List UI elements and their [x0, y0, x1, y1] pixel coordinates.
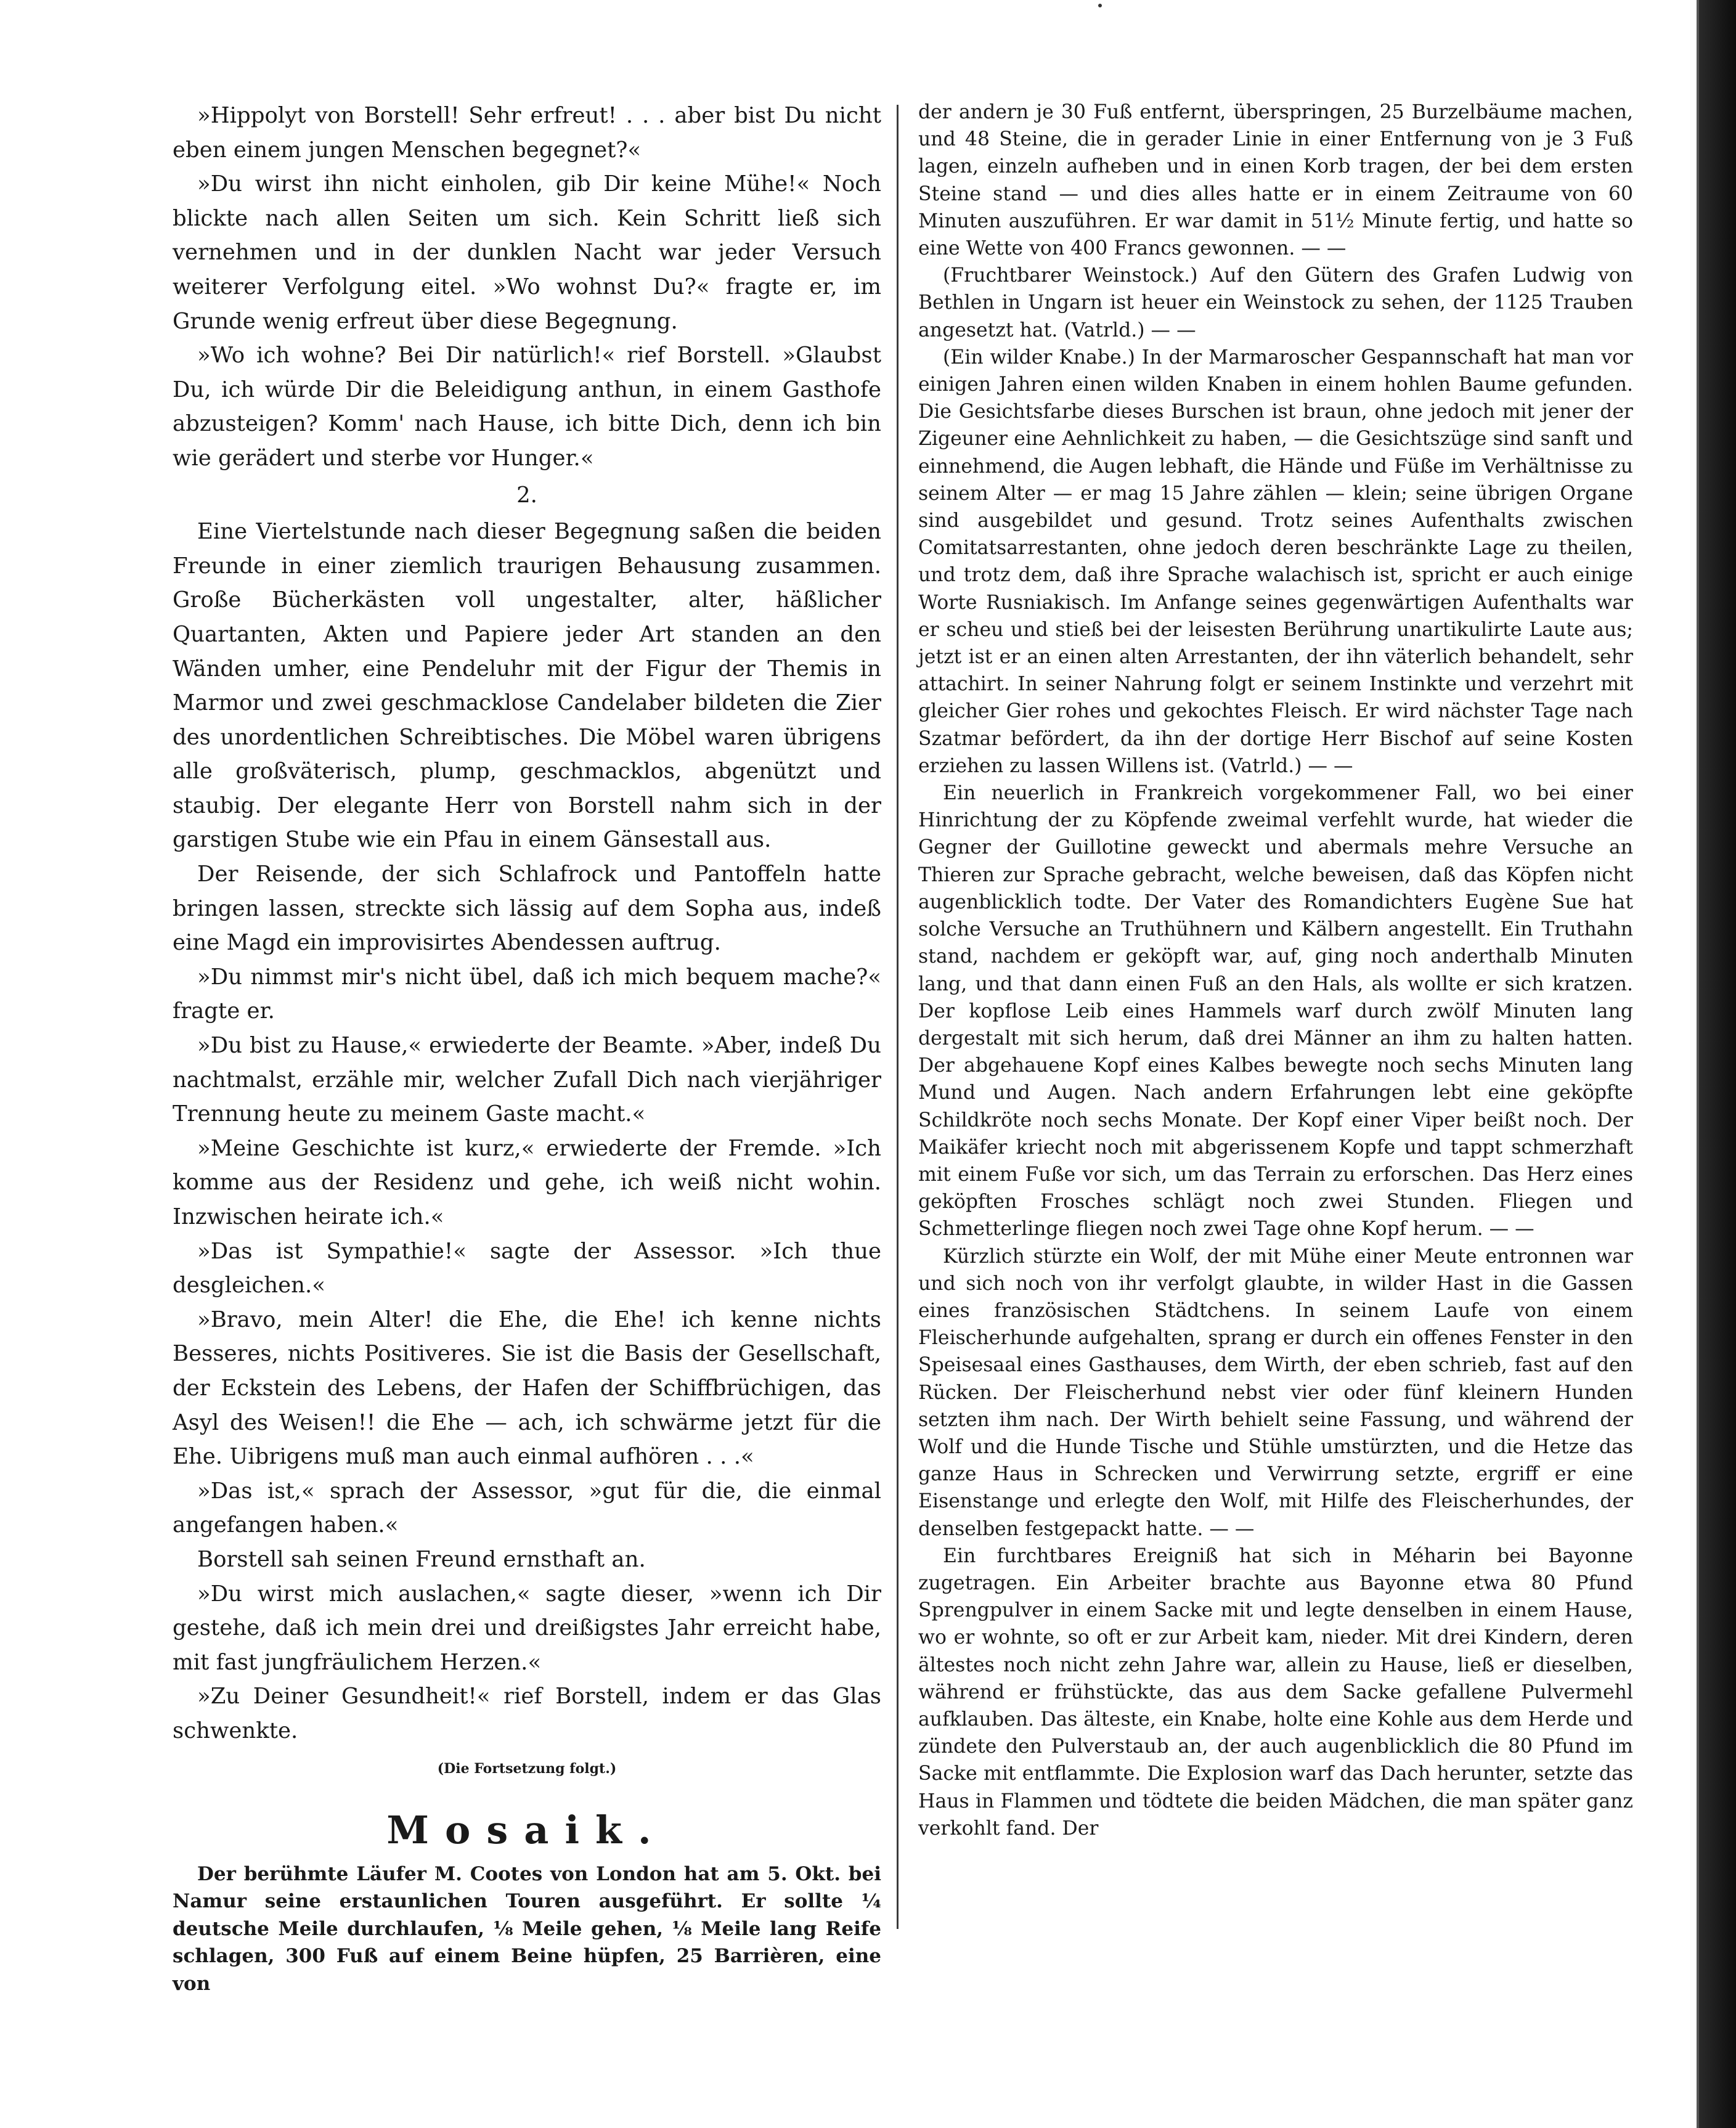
mosaik-paragraph: Kürzlich stürzte ein Wolf, der mit Mühe einer Meute entronnen war und sich noch von ihr verfolgt glaubte, in wilder Hast in die Gassen eines französischen Städtchens. In seinem Laufe von einem Fleischerhunde aufgehalten, sprang er durch ein offenes Fenster in den Speisesaal eines Gasthauses, dem Wirth, der eben schrieb, fast auf den Rücken. Der Fleischerhund nebst vier oder fünf kleinern Hunden setzten ihm nach. Der Wirth behielt seine Fassung, und während der Wolf und die Hunde Tische und Stühle umstürzten, und die Hetze das ganze Haus in Schrecken und Verwirrung setzte, ergriff er eine Eisenstange und erlegte den Wolf, mit Hilfe des Fleischerhundes, der denselben festgepackt hatte. — —: [918, 1245, 1633, 1540]
story-paragraph: »Du bist zu Hause,« erwiederte der Beamte. »Aber, indeß Du nachtmalst, erzähle mir, welcher Zufall Dich nach vierjähriger Trennung heute zu meinem Gaste macht.«: [173, 1033, 881, 1127]
print-speck: [1098, 4, 1102, 7]
story-paragraph: »Meine Geschichte ist kurz,« erwiederte der Fremde. »Ich komme aus der Residenz und gehe, ich weiß nicht wohin. Inzwischen heirate ich.«: [173, 1135, 881, 1229]
story-paragraph: »Wo ich wohne? Bei Dir natürlich!« rief Borstell. »Glaubst Du, ich würde Dir die Beleidigung anthun, in einem Gasthofe abzusteigen? Komm' nach Hause, ich bitte Dich, denn ich bin wie gerädert und sterbe vor Hunger.«: [173, 343, 881, 471]
mosaik-paragraph: (Fruchtbarer Weinstock.) Auf den Gütern des Grafen Ludwig von Bethlen in Ungarn ist heuer ein Weinstock zu sehen, der 1125 Trauben angesetzt hat. (Vatrld.) — —: [918, 264, 1633, 341]
story-paragraph: Eine Viertelstunde nach dieser Begegnung saßen die beiden Freunde in einer ziemlich traurigen Behausung zusammen. Große Bücherkästen voll ungestalter, alter, häßlicher Quartanten, Akten und Papiere jeder Art standen an den Wänden umher, eine Pendeluhr mit der Figur der Themis in Marmor und zwei geschmacklose Candelaber bildeten die Zier des unordentlichen Schreibtisches. Die Möbel waren übrigens alle großväterisch, plump, geschmacklos, abgenützt und staubig. Der elegante Herr von Borstell nahm sich in der garstigen Stube wie ein Pfau in einem Gänsestall aus.: [173, 519, 881, 853]
story-paragraph: Borstell sah seinen Freund ernsthaft an.: [197, 1546, 646, 1572]
story-paragraph: Der Reisende, der sich Schlafrock und Pantoffeln hatte bringen lassen, streckte sich lässig auf dem Sopha aus, indeß eine Magd ein improvisirtes Abendessen auftrug.: [173, 862, 881, 956]
story-paragraph: »Hippolyt von Borstell! Sehr erfreut! . . . aber bist Du nicht eben einem jungen Menschen begegnet?«: [173, 103, 881, 163]
story-paragraph: »Du nimmst mir's nicht übel, daß ich mich bequem mache?« fragte er.: [173, 964, 881, 1024]
story-paragraph: »Das ist Sympathie!« sagte der Assessor. »Ich thue desgleichen.«: [173, 1238, 881, 1298]
mosaik-heading: Mosaik.: [386, 1807, 667, 1853]
story-paragraph: »Du wirst ihn nicht einholen, gib Dir keine Mühe!« Noch blickte nach allen Seiten um sich. Kein Schritt ließ sich vernehmen und in der dunklen Nacht war jeder Versuch weiterer Verfolgung eitel. »Wo wohnst Du?« fragte er, im Grunde wenig erfreut über diese Begegnung.: [173, 171, 881, 334]
left-column: [173, 99, 881, 1997]
right-column: [918, 99, 1633, 1842]
mosaik-paragraph: Ein furchtbares Ereigniß hat sich in Méharin bei Bayonne zugetragen. Ein Arbeiter brachte aus Bayonne etwa 80 Pfund Sprengpulver in einem Sacke mit und legte denselben in einem Hause, wo er wohnte, so oft er zur Arbeit kam, nieder. Mit drei Kindern, deren ältestes noch nicht zehn Jahre war, allein zu Hause, ließ er dieselben, während er frühstückte, das aus dem Sacke gefallene Pulvermehl aufklauben. Das älteste, ein Knabe, holte eine Kohle aus dem Herde und zündete den Pulverstaub an, der auch augenblicklich die 80 Pfund im Sacke mit entflammte. Die Explosion warf das Dach herunter, setzte das Haus in Flammen und tödtete die beiden Mädchen, die man später ganz verkohlt fand. Der: [918, 1544, 1634, 1840]
story-paragraph: »Zu Deiner Gesundheit!« rief Borstell, indem er das Glas schwenkte.: [173, 1684, 881, 1743]
story-paragraph: »Das ist,« sprach der Assessor, »gut für die, die einmal angefangen haben.«: [173, 1478, 881, 1538]
mosaik-paragraph: (Ein wilder Knabe.) In der Marmaroscher Gespannschaft hat man vor einigen Jahren einen wilden Knaben in einem hohlen Baume gefunden. Die Gesichtsfarbe dieses Burschen ist braun, ohne jedoch mit jener der Zigeuner eine Aehnlichkeit zu haben, — die Gesichtszüge sind sanft und einnehmend, die Augen lebhaft, die Hände und Füße im Verhältnisse zu seinem Alter — er mag 15 Jahre zählen — klein; seine übrigen Organe sind ausgebildet und gesund. Trotz seines Aufenthalts zwischen Comitatsarrestanten, ohne jedoch deren beschränkte Lage zu theilen, und trotz dem, daß ihre Sprache walachisch ist, spricht er auch einige Worte Rusniakisch. Im Anfange seines gegenwärtigen Aufenthalts war er scheu und stieß bei der leisesten Berührung unartikulirte Laute aus; jetzt ist er an einen alten Arrestanten, der ihn väterlich behandelt, sehr attachirt. In seiner Nahrung folgt er seinem Instinkte und verzehrt mit gleicher Gier rohes und gekochtes Fleisch. Er wird nächster Tage nach Szatmar befördert, da ihn der dortige Herr Bischof auf seine Kosten erziehen zu lassen Willens ist. (Vatrld.) — —: [918, 346, 1633, 777]
page-edge-dark: [1699, 0, 1736, 2128]
mosaik-paragraph: der andern je 30 Fuß entfernt, überspringen, 25 Burzelbäume machen, und 48 Steine, die in gerader Linie in einer Entfernung von je 3 Fuß lagen, einzeln aufheben und in einen Korb tragen, der bei dem ersten Steine stand — und dies alles hatte er in einem Zeitraume von 60 Minuten auszuführen. Er war damit in 51½ Minute fertig, und hatte so eine Wette von 400 Francs gewonnen. — —: [918, 101, 1633, 260]
continued-note: (Die Fortsetzung folgt.): [437, 1760, 617, 1777]
mosaik-paragraph: Der berühmte Läufer M. Cootes von London hat am 5. Okt. bei Namur seine erstaunlichen Touren ausgeführt. Er sollte ¼ deutsche Meile durchlaufen, ⅛ Meile gehen, ⅛ Meile lang Reife schlagen, 300 Fuß auf einem Beine hüpfen, 25 Barrièren, eine von: [173, 1862, 881, 1995]
mosaik-paragraph: Ein neuerlich in Frankreich vorgekommener Fall, wo bei einer Hinrichtung der zu Köpfende zweimal verfehlt wurde, hat wieder die Gegner der Guillotine geweckt und abermals mehre Versuche an Thieren zur Sprache gebracht, welche beweisen, daß das Köpfen nicht augenblicklich todte. Der Vater des Romandichters Eugène Sue hat solche Versuche an Truthühnern und Kälbern angestellt. Ein Truthahn stand, nachdem er geköpft war, auf, ging noch anderthalb Minuten lang, und that dann einen Fuß an den Hals, als wollte er sich kratzen. Der kopflose Leib eines Hammels warf durch zwölf Minuten lang dergestalt mit sich herum, daß drei Männer an ihm zu halten hatten. Der abgehauene Kopf eines Kalbes bewegte noch sechs Minuten lang Mund und Augen. Nach andern Erfahrungen lebt eine geköpfte Schildkröte noch sechs Monate. Der Kopf einer Viper beißt noch. Der Maikäfer kriecht noch mit abgerissenem Kopfe und tappt schmerzhaft mit einem Fuße vor sich, um das Terrain zu erforschen. Das Herz eines geköpften Frosches schlägt noch zwei Stunden. Fliegen und Schmetterlinge fliegen noch zwei Tage ohne Kopf herum. — —: [918, 782, 1633, 1241]
story-paragraph: »Du wirst mich auslachen,« sagte dieser, »wenn ich Dir gestehe, daß ich mein drei und dreißigstes Jahr erreicht habe, mit fast jungfräulichem Herzen.«: [173, 1581, 881, 1675]
column-divider: [897, 105, 899, 1929]
story-paragraph: »Bravo, mein Alter! die Ehe, die Ehe! ich kenne nichts Besseres, nichts Positiveres. Sie ist die Basis der Gesellschaft, der Eckstein des Lebens, der Hafen der Schiffbrüchigen, das Asyl des Weisen!! die Ehe — ach, ich schwärme jetzt für die Ehe. Uibrigens muß man auch einmal aufhören . . .«: [173, 1307, 881, 1470]
section-number: 2.: [516, 482, 537, 508]
